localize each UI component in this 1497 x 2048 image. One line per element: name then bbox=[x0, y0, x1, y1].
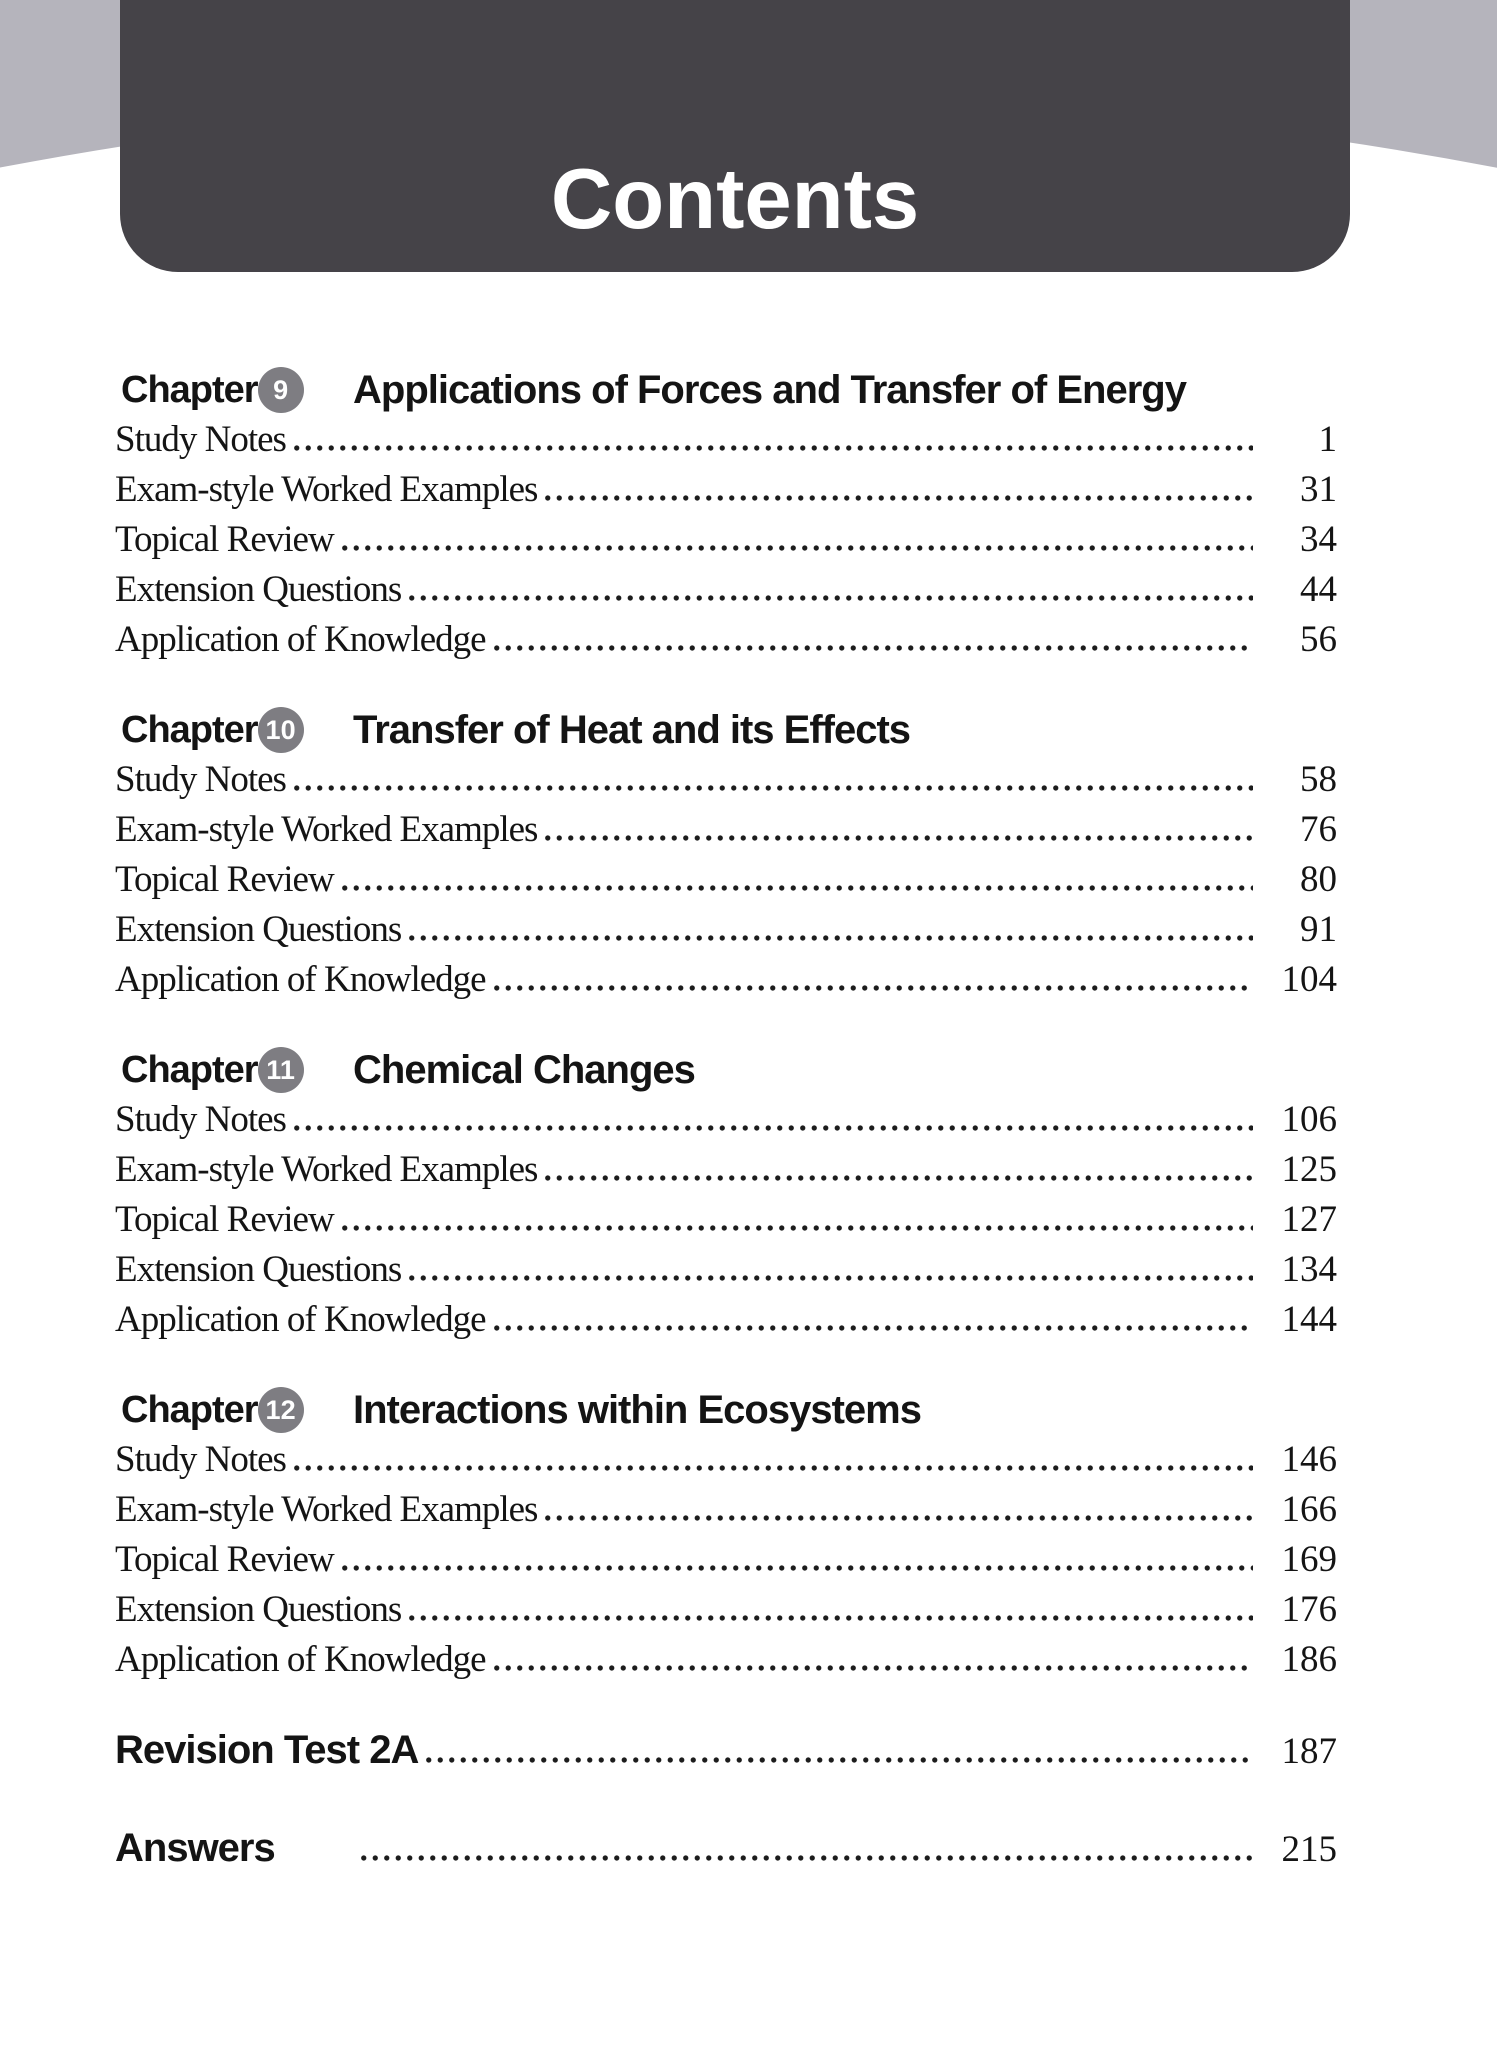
toc-entry-page-number: 166 bbox=[1281, 1489, 1337, 1530]
toc-entry bbox=[115, 415, 1337, 465]
toc-entry-page-number: 56 bbox=[1300, 619, 1337, 660]
toc-entry-label: Study Notes bbox=[115, 1099, 286, 1140]
toc-entry-page-number: 1 bbox=[1318, 419, 1337, 460]
toc-entry bbox=[115, 1635, 1337, 1685]
chapter-section bbox=[115, 705, 1337, 1005]
dot-leader bbox=[404, 587, 1253, 601]
chapter-item-list bbox=[115, 415, 1337, 665]
chapter-number-badge: 11 bbox=[258, 1047, 304, 1093]
toc-entry-label: Study Notes bbox=[115, 419, 286, 460]
dot-leader bbox=[421, 1749, 1253, 1763]
toc-entry bbox=[115, 1435, 1337, 1485]
toc-entry bbox=[115, 565, 1337, 615]
chapter-title: Applications of Forces and Transfer of Energy bbox=[353, 367, 1186, 412]
toc-entry bbox=[115, 755, 1337, 805]
toc-entry-label: Topical Review bbox=[115, 1539, 334, 1580]
toc-entry-label: Extension Questions bbox=[115, 909, 402, 950]
chapter-label: Chapter bbox=[121, 1388, 258, 1431]
dot-leader bbox=[337, 877, 1253, 891]
chapter-number-badge: 9 bbox=[258, 367, 304, 413]
toc-entry-label: Study Notes bbox=[115, 759, 286, 800]
chapter-section bbox=[115, 1385, 1337, 1685]
toc-entry-label: Exam-style Worked Examples bbox=[115, 1149, 538, 1190]
dot-leader bbox=[289, 437, 1253, 451]
toc-entry-label: Exam-style Worked Examples bbox=[115, 809, 538, 850]
dot-leader bbox=[540, 487, 1253, 501]
toc-entry-page-number: 186 bbox=[1281, 1639, 1337, 1680]
chapter-section bbox=[115, 365, 1337, 665]
toc-entry-page-number: 127 bbox=[1281, 1199, 1337, 1240]
table-of-contents bbox=[115, 365, 1337, 1873]
toc-extra-entry bbox=[115, 1823, 1337, 1873]
dot-leader bbox=[489, 977, 1253, 991]
toc-entry bbox=[115, 615, 1337, 665]
toc-entry-page-number: 187 bbox=[1281, 1731, 1337, 1772]
toc-entry-label: Topical Review bbox=[115, 519, 334, 560]
toc-entry-label: Topical Review bbox=[115, 859, 334, 900]
toc-entry-page-number: 134 bbox=[1281, 1249, 1337, 1290]
toc-entry-page-number: 215 bbox=[1281, 1829, 1337, 1870]
toc-entry bbox=[115, 1485, 1337, 1535]
toc-entry-page-number: 125 bbox=[1281, 1149, 1337, 1190]
toc-entry-page-number: 106 bbox=[1281, 1099, 1337, 1140]
toc-entry-page-number: 144 bbox=[1281, 1299, 1337, 1340]
chapter-heading bbox=[115, 1045, 1337, 1095]
chapter-label-group bbox=[115, 1045, 353, 1095]
dot-leader bbox=[540, 827, 1253, 841]
toc-entry-page-number: 104 bbox=[1281, 959, 1337, 1000]
toc-entry bbox=[115, 1535, 1337, 1585]
chapter-section bbox=[115, 1045, 1337, 1345]
toc-entry-page-number: 44 bbox=[1300, 569, 1337, 610]
chapter-heading bbox=[115, 705, 1337, 755]
toc-entry bbox=[115, 855, 1337, 905]
dot-leader bbox=[540, 1167, 1253, 1181]
toc-entry-page-number: 146 bbox=[1281, 1439, 1337, 1480]
dot-leader bbox=[404, 1267, 1253, 1281]
chapter-label: Chapter bbox=[121, 1048, 258, 1091]
toc-entry-label: Study Notes bbox=[115, 1439, 286, 1480]
toc-entry-page-number: 34 bbox=[1300, 519, 1337, 560]
chapter-label-group bbox=[115, 365, 353, 415]
chapter-heading bbox=[115, 1385, 1337, 1435]
page-title: Contents bbox=[550, 152, 920, 247]
chapter-title: Chemical Changes bbox=[353, 1047, 695, 1092]
toc-entry-label: Revision Test 2A bbox=[115, 1728, 419, 1772]
toc-entry bbox=[115, 805, 1337, 855]
chapter-title: Interactions within Ecosystems bbox=[353, 1387, 921, 1432]
chapter-number-badge: 12 bbox=[258, 1387, 304, 1433]
toc-entry-page-number: 169 bbox=[1281, 1539, 1337, 1580]
toc-entry-page-number: 176 bbox=[1281, 1589, 1337, 1630]
toc-entry-page-number: 58 bbox=[1300, 759, 1337, 800]
toc-entry-label: Topical Review bbox=[115, 1199, 334, 1240]
dot-leader bbox=[404, 927, 1253, 941]
toc-entry bbox=[115, 955, 1337, 1005]
dot-leader bbox=[489, 637, 1253, 651]
toc-entry-label: Extension Questions bbox=[115, 569, 402, 610]
toc-entry-label: Application of Knowledge bbox=[115, 959, 486, 1000]
toc-entry-label: Answers bbox=[115, 1826, 275, 1870]
dot-leader bbox=[356, 1847, 1253, 1861]
toc-entry-label: Exam-style Worked Examples bbox=[115, 1489, 538, 1530]
dot-leader bbox=[337, 1217, 1253, 1231]
chapter-label-group bbox=[115, 705, 353, 755]
toc-entry bbox=[115, 905, 1337, 955]
chapter-heading bbox=[115, 365, 1337, 415]
dot-leader bbox=[289, 1457, 1253, 1471]
dot-leader bbox=[540, 1507, 1253, 1521]
chapter-title: Transfer of Heat and its Effects bbox=[353, 707, 911, 752]
chapter-label-group bbox=[115, 1385, 353, 1435]
toc-entry-label: Application of Knowledge bbox=[115, 619, 486, 660]
toc-entry-label: Application of Knowledge bbox=[115, 1639, 486, 1680]
toc-entry bbox=[115, 515, 1337, 565]
dot-leader bbox=[489, 1657, 1253, 1671]
dot-leader bbox=[404, 1607, 1253, 1621]
chapter-item-list bbox=[115, 1435, 1337, 1685]
dot-leader bbox=[489, 1317, 1253, 1331]
toc-entry-page-number: 31 bbox=[1300, 469, 1337, 510]
toc-entry bbox=[115, 1095, 1337, 1145]
chapter-number-badge: 10 bbox=[258, 707, 304, 753]
chapter-item-list bbox=[115, 1095, 1337, 1345]
contents-header-plate bbox=[120, 0, 1350, 272]
toc-entry-label: Extension Questions bbox=[115, 1249, 402, 1290]
dot-leader bbox=[337, 537, 1253, 551]
toc-entry bbox=[115, 1195, 1337, 1245]
dot-leader bbox=[289, 777, 1253, 791]
toc-entry bbox=[115, 1145, 1337, 1195]
toc-entry bbox=[115, 465, 1337, 515]
toc-entry-page-number: 80 bbox=[1300, 859, 1337, 900]
chapter-item-list bbox=[115, 755, 1337, 1005]
toc-entry-label: Application of Knowledge bbox=[115, 1299, 486, 1340]
toc-entry-page-number: 91 bbox=[1300, 909, 1337, 950]
toc-entry bbox=[115, 1295, 1337, 1345]
dot-leader bbox=[337, 1557, 1253, 1571]
toc-extra-entry bbox=[115, 1725, 1337, 1775]
toc-entry bbox=[115, 1585, 1337, 1635]
toc-entry bbox=[115, 1245, 1337, 1295]
chapter-label: Chapter bbox=[121, 708, 258, 751]
chapter-label: Chapter bbox=[121, 368, 258, 411]
dot-leader bbox=[289, 1117, 1253, 1131]
toc-entry-label: Exam-style Worked Examples bbox=[115, 469, 538, 510]
toc-entry-page-number: 76 bbox=[1300, 809, 1337, 850]
toc-entry-label: Extension Questions bbox=[115, 1589, 402, 1630]
